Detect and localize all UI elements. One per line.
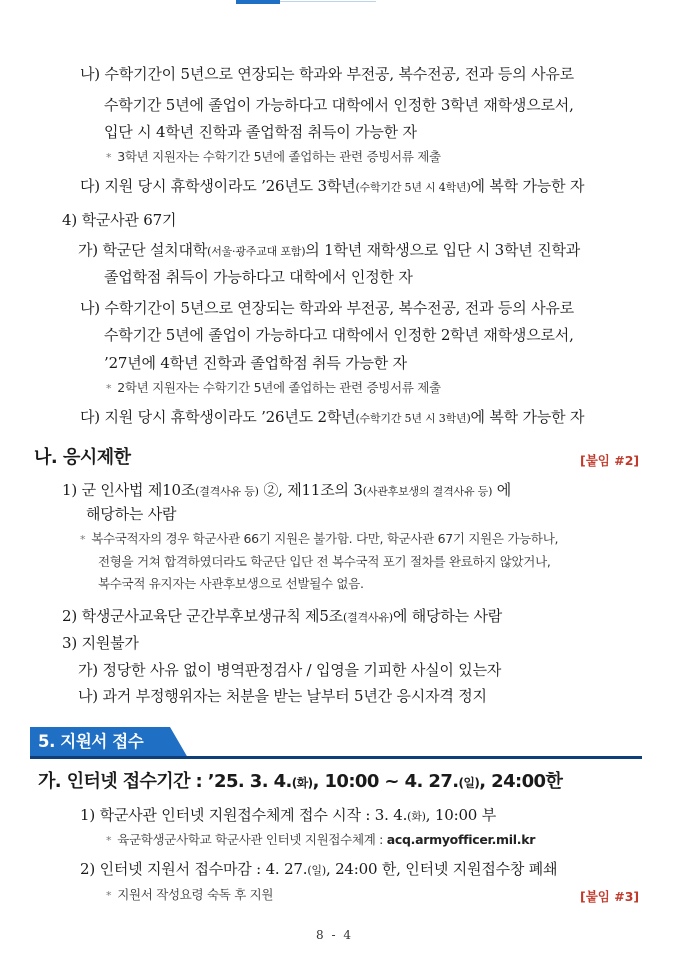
restriction-3: 3) 지원불가 [62,634,139,652]
item-na-line-2: 수학기간 5년에 졸업이 가능하다고 대학에서 인정한 3학년 재학생으로서, [104,96,574,114]
note-marker: * [80,533,86,546]
item-ga-line-1 [78,240,580,262]
restriction-3-ga: 가) 정당한 사유 없이 병역판정검사 / 입영을 기피한 사실이 있는자 [78,661,502,679]
text: 1) 학군사관 인터넷 지원접수체계 접수 시작 : 3. 4. [80,806,408,824]
reception-period-title [38,770,562,795]
text: , 24:00 한, 인터넷 지원접수창 폐쇄 [325,860,558,878]
note-3 [80,530,558,549]
small-text: (수학기간 5년 시 4학년) [355,181,471,194]
top-accent-line [280,1,376,2]
item-da-line [80,176,584,198]
text: 가) 학군단 설치대학 [78,241,208,259]
small-text: (일) [458,776,480,790]
text: 에 [492,481,512,499]
top-accent-bar [236,0,280,4]
text: 다) 지원 당시 휴학생이라도 ’26년도 2학년 [80,408,356,426]
reception-start [80,805,496,827]
text: 다) 지원 당시 휴학생이라도 ’26년도 3학년 [80,177,356,195]
attachment-ref: [붙임 #2] [580,453,640,468]
section-banner-label: 5. 지원서 접수 [38,732,144,751]
text: 1) 군 인사법 제10조 [62,481,196,499]
text: , 24:00한 [479,771,563,792]
note-url [106,831,535,850]
item-na2-line-2: 수학기간 5년에 졸업이 가능하다고 대학에서 인정한 2학년 재학생으로서, [104,326,574,344]
item-na-line-1: 나) 수학기간이 5년으로 연장되는 학과와 부전공, 복수전공, 전과 등의 사유로 [80,65,574,83]
section-heading: 나. 응시제한 [34,447,131,468]
restriction-1-line-1 [62,480,511,502]
text: , 10:00 부 [425,806,496,824]
text: 에 복학 가능한 자 [470,408,585,426]
text: 가. 인터넷 접수기간 : ’25. 3. 4. [38,771,292,792]
small-text: (결격사유) [342,611,393,624]
note-2 [106,379,441,398]
note-marker: * [106,834,112,847]
note-text: 2학년 지원자는 수학기간 5년에 졸업하는 관련 증빙서류 제출 [117,380,441,395]
note-3-cont-2: 복수국적 유지자는 사관후보생으로 선발될수 없음. [98,576,364,591]
text: , 10:00 ~ 4. 27. [312,771,459,792]
restriction-1-line-2: 해당하는 사람 [86,505,177,523]
text: 에 해당하는 사람 [392,607,503,625]
note-text: 복수국적자의 경우 학군사관 66기 지원은 불가함. 다만, 학군사관 67기 지원은 가능하나, [91,531,559,546]
note-text: 육군학생군사학교 학군사관 인터넷 지원접수체계 : [117,832,387,847]
text: 2) 인터넷 지원서 접수마감 : 4. 27. [80,860,308,878]
note-read-guide [106,886,273,905]
text: 2) 학생군사교육단 군간부후보생규칙 제5조 [62,607,343,625]
restriction-3-na: 나) 과거 부정행위자는 처분을 받는 날부터 5년간 응시자격 정지 [78,687,487,705]
item-na-line-3: 입단 시 4학년 진학과 졸업학점 취득이 가능한 자 [104,123,417,141]
small-text: (결격사유 등) [195,485,259,498]
small-text: (화) [291,776,313,790]
note-text: 지원서 작성요령 숙독 후 지원 [117,887,274,902]
item-na2-line-1: 나) 수학기간이 5년으로 연장되는 학과와 부전공, 복수전공, 전과 등의 사유로 [80,299,574,317]
item-da2-line [80,407,584,429]
note-3-cont-1: 전형을 거쳐 합격하였더라도 학군단 입단 전 복수국적 포기 절차를 완료하지 않았거나, [98,554,551,569]
attachment-ref-3: [붙임 #3] [580,889,640,904]
page-number: 8 - 4 [316,928,353,942]
note-1 [106,148,441,167]
small-text: (수학기간 5년 시 3학년) [355,412,471,425]
text: ②, 제11조의 3 [258,481,363,499]
section-rule [30,756,642,759]
note-marker: * [106,151,112,164]
note-marker: * [106,889,112,902]
text: 에 복학 가능한 자 [470,177,585,195]
reception-end [80,859,557,881]
note-text: 3학년 지원자는 수학기간 5년에 졸업하는 관련 증빙서류 제출 [117,149,441,164]
small-text: (일) [307,864,326,877]
item-na2-line-3: ’27년에 4학년 진학과 졸업학점 취득 가능한 자 [104,354,407,372]
note-marker: * [106,382,112,395]
text: 의 1학년 재학생으로 입단 시 3학년 진학과 [305,241,581,259]
restriction-2 [62,606,502,628]
small-text: (화) [407,810,426,823]
item-4-heading: 4) 학군사관 67기 [62,211,177,229]
application-url-link[interactable]: acq.armyofficer.mil.kr [386,832,536,847]
small-text: (서울·광주교대 포함) [207,245,306,258]
small-text: (사관후보생의 결격사유 등) [362,485,493,498]
item-ga-line-2: 졸업학점 취득이 가능하다고 대학에서 인정한 자 [104,268,413,286]
